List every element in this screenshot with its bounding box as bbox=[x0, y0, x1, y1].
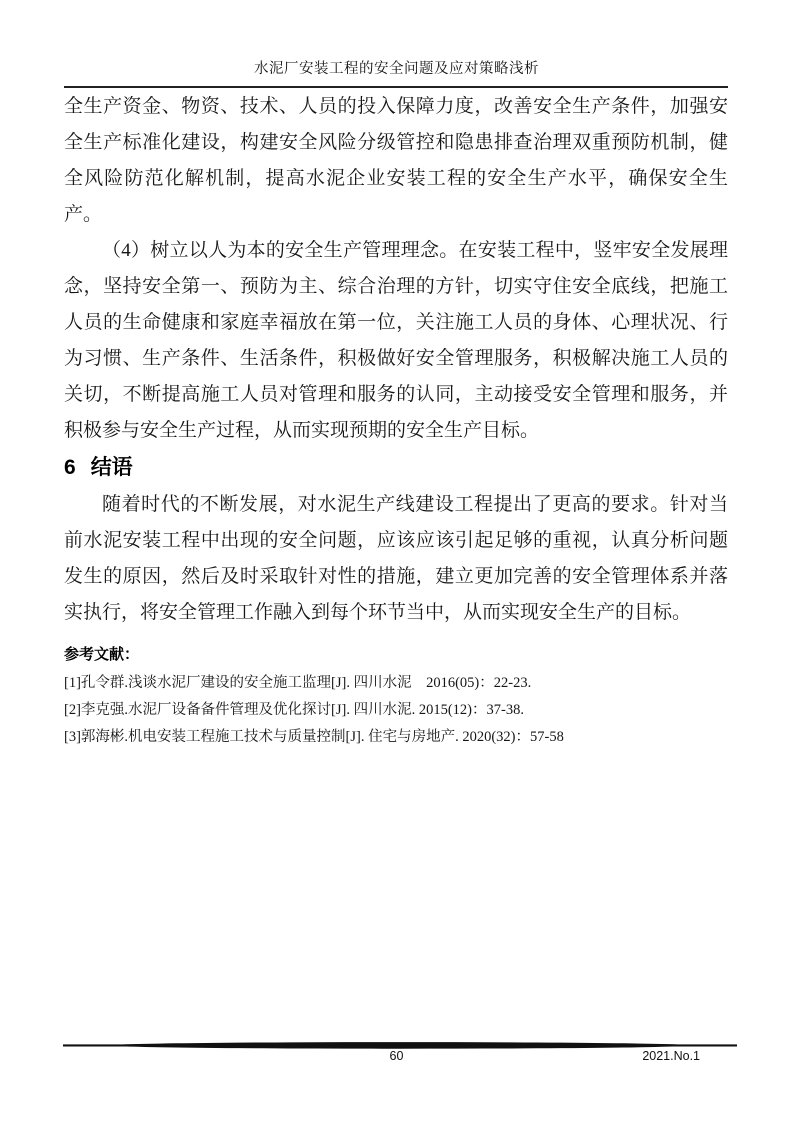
reference-item: [1]孔令群.浅谈水泥厂建设的安全施工监理[J]. 四川水泥 2016(05)：22-23. bbox=[64, 675, 532, 691]
references-section bbox=[64, 643, 728, 751]
footer-decorative-bar bbox=[63, 1042, 737, 1049]
running-header-title: 水泥厂安装工程的安全问题及应对策略浅析 bbox=[254, 61, 539, 77]
paragraph-point4: （4）树立以人为本的安全生产管理理念。在安装工程中，竖牢安全发展理念，坚持安全第一、预防为主、综合治理的方针，切实守住安全底线，把施工人员的生命健康和家庭幸福放在第一位，关注施工人员的身体、心理状况、行为习惯、生产条件、生活条件，积极做好安全管理服务，积极解决施工人员的关切，不断提高施工人员对管理和服务的认同，主动接受安全管理和服务，并积极参与安全生产过程，从而实现预期的安全生产目标。 bbox=[64, 240, 728, 441]
reference-item: [2]李克强.水泥厂设备备件管理及优化探讨[J]. 四川水泥. 2015(12)：37-38. bbox=[64, 702, 524, 718]
footer bbox=[0, 1049, 793, 1067]
paragraph-continuation: 全生产资金、物资、技术、人员的投入保障力度，改善安全生产条件，加强安全生产标准化建设，构建安全风险分级管控和隐患排查治理双重预防机制，健全风险防范化解机制，提高水泥企业安装工程的安全生产水平，确保安全生产。 bbox=[64, 96, 728, 225]
page-number: 60 bbox=[389, 1049, 404, 1063]
reference-item: [3]郭海彬.机电安装工程施工技术与质量控制[J]. 住宅与房地产. 2020(32)：57-58 bbox=[64, 729, 564, 745]
section-heading-conclusion bbox=[64, 449, 728, 487]
issue-label: 2021.No.1 bbox=[642, 1049, 700, 1063]
article-body bbox=[64, 89, 728, 631]
references-heading: 参考文献： bbox=[64, 646, 140, 663]
section-number: 6 bbox=[64, 456, 76, 479]
header-rule bbox=[64, 86, 728, 88]
paragraph-conclusion: 随着时代的不断发展，对水泥生产线建设工程提出了更高的要求。针对当前水泥安装工程中出现的安全问题，应该应该引起足够的重视，认真分析问题发生的原因，然后及时采取针对性的措施，建立更加完善的安全管理体系并落实执行，将安全管理工作融入到每个环节当中，从而实现安全生产的目标。 bbox=[64, 494, 728, 623]
section-title: 结语 bbox=[90, 456, 133, 479]
